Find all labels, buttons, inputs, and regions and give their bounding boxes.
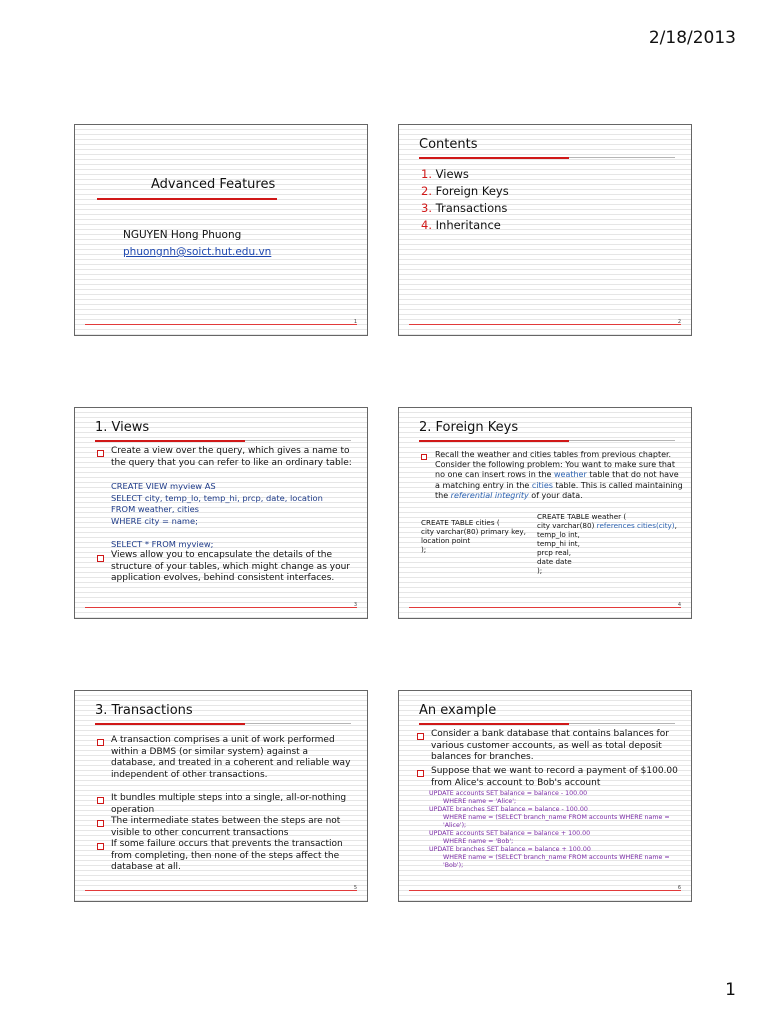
contents-item: 4. Inheritance	[421, 218, 501, 232]
bullet-icon	[97, 843, 104, 850]
bullet-icon	[97, 450, 104, 457]
slide-title: 1. Views	[95, 420, 150, 435]
slide-number: 2	[677, 319, 681, 325]
slide-number: 1	[353, 319, 357, 325]
bullet-text: Suppose that we want to record a payment of $100.00 from Alice's account to Bob's account	[431, 766, 678, 788]
bullet-text: The intermediate states between the steps are not visible to other concurrent transactions	[111, 816, 341, 838]
slide-4	[398, 407, 692, 619]
title-underline-gray	[245, 440, 351, 441]
contents-item: 1. Views	[421, 167, 469, 181]
bullet-icon	[97, 797, 104, 804]
title-underline	[95, 723, 245, 725]
title-underline-gray	[569, 157, 675, 158]
title-underline	[419, 157, 569, 159]
contents-list	[421, 166, 509, 234]
bullet-icon	[97, 555, 104, 562]
title-underline	[419, 723, 569, 725]
slide-2	[398, 124, 692, 336]
code-block-weather: CREATE TABLE weather ( city varchar(80) references cities(city), temp_lo int, temp_hi int, prcp real, date date );	[537, 512, 677, 575]
bullet-icon	[97, 820, 104, 827]
slide-title: An example	[419, 703, 497, 718]
title-underline	[95, 440, 245, 442]
code-block-cities: CREATE TABLE cities ( city varchar(80) primary key, location point );	[421, 518, 526, 554]
footer-rule	[85, 607, 357, 608]
bullet-text: It bundles multiple steps into a single, all-or-nothing operation	[111, 793, 347, 815]
contents-item: 2. Foreign Keys	[421, 184, 509, 198]
bullet-icon	[417, 733, 424, 740]
slide-6	[398, 690, 692, 902]
page-number: 1	[725, 980, 736, 1000]
title-underline-gray	[245, 723, 351, 724]
bullet-text: Consider a bank database that contains balances for various customer accounts, as well as total deposit balances for branches.	[431, 729, 669, 762]
bullet-icon	[417, 770, 424, 777]
slide-number: 4	[677, 602, 681, 608]
bullet-text: Views allow you to encapsulate the details of the structure of your tables, which might change as your application evolves, behind consistent interfaces.	[111, 550, 350, 583]
bullet-text: If some failure occurs that prevents the transaction from completing, then none of the steps affect the database at all.	[111, 839, 343, 872]
title-underline	[419, 440, 569, 442]
code-block: UPDATE accounts SET balance = balance - 100.00 WHERE name = 'Alice'; UPDATE branches SET balance = balance - 100.00 WHERE name = (SELECT branch_name FROM accounts WHERE name = 'Alice'); UPDATE accounts SET balance = balance + 100.00 WHERE name = 'Bob'; UPDATE branches SET balance = balance + 100.00 WHERE name = (SELECT branch_name FROM accounts WHERE name = 'Bob');	[429, 790, 670, 869]
bullet-text: Create a view over the query, which gives a name to the query that you can refer to like an ordinary table:	[111, 446, 352, 468]
code-block: CREATE VIEW myview AS SELECT city, temp_lo, temp_hi, prcp, date, location FROM weather, cities WHERE city = name; SELECT * FROM myview;	[111, 481, 323, 549]
slide-number: 5	[353, 885, 357, 891]
contents-item: 3. Transactions	[421, 201, 508, 215]
footer-rule	[409, 324, 681, 325]
title-underline-gray	[569, 723, 675, 724]
slide-title: 2. Foreign Keys	[419, 420, 519, 435]
author-email-link[interactable]: phuongnh@soict.hut.edu.vn	[123, 246, 272, 258]
slide-number: 6	[677, 885, 681, 891]
slide-3	[74, 407, 368, 619]
bullet-text: Recall the weather and cities tables from previous chapter. Consider the following problem: You want to make sure that no one can insert rows in the weather table that do not have a matching entry in the cities table. This is called maintaining the referential integrity of your data.	[435, 450, 683, 500]
bullet-icon	[421, 454, 427, 460]
slide-title: Contents	[419, 137, 478, 152]
footer-rule	[409, 890, 681, 891]
author-name: NGUYEN Hong Phuong	[123, 229, 242, 241]
slide-title: Advanced Features	[151, 177, 276, 192]
footer-rule	[85, 324, 357, 325]
footer-rule	[85, 890, 357, 891]
slide-number: 3	[353, 602, 357, 608]
footer-rule	[409, 607, 681, 608]
slide-1	[74, 124, 368, 336]
title-underline-gray	[569, 440, 675, 441]
bullet-icon	[97, 739, 104, 746]
bullet-text: A transaction comprises a unit of work performed within a DBMS (or similar system) against a database, and treated in a coherent and reliable way independent of other transactions.	[111, 735, 351, 780]
slide-title: 3. Transactions	[95, 703, 193, 718]
print-date: 2/18/2013	[648, 28, 736, 48]
slide-5	[74, 690, 368, 902]
title-underline	[97, 198, 277, 200]
